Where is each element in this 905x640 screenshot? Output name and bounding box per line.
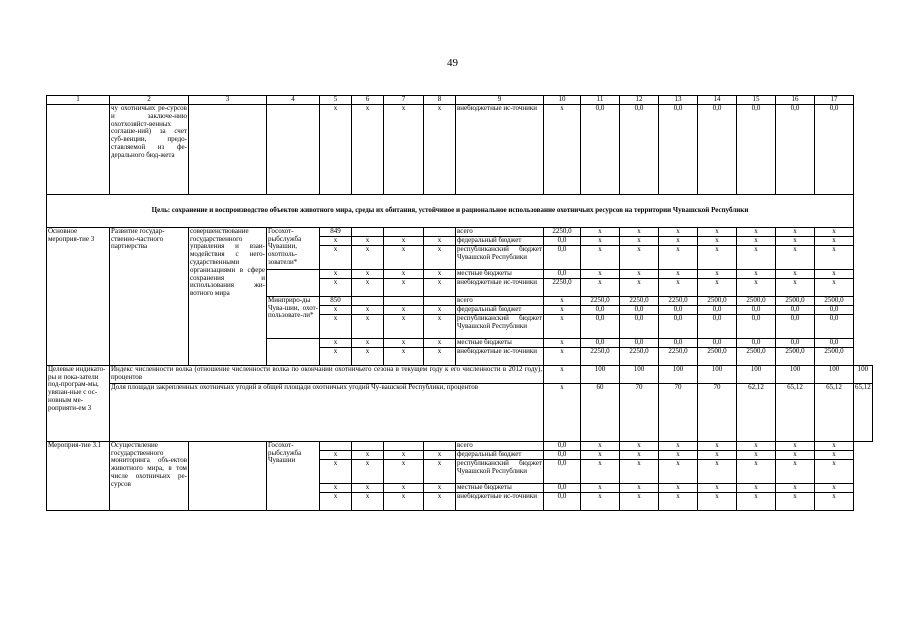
value-cell: x	[320, 338, 352, 347]
value-cell: x	[384, 269, 424, 278]
value-cell: 0,0	[544, 269, 581, 278]
value-cell: 0,0	[544, 441, 581, 450]
value-cell: 2500,0	[815, 296, 854, 305]
value-cell: 65,12	[776, 383, 815, 441]
column-header: 12	[620, 96, 659, 105]
value-cell: x	[698, 492, 737, 510]
table-cell	[189, 105, 267, 195]
value-cell: 0,0	[698, 305, 737, 314]
value-cell	[320, 441, 352, 450]
value-cell: x	[815, 245, 854, 269]
table-row	[47, 441, 873, 450]
value-cell: x	[352, 492, 384, 510]
value-cell: x	[320, 483, 352, 492]
value-cell: 100	[659, 365, 698, 383]
value-cell: x	[698, 278, 737, 296]
funding-source-cell: внебюджетные ис-точники	[456, 278, 544, 296]
column-header: 10	[544, 96, 581, 105]
value-cell: 60	[581, 383, 620, 441]
value-cell	[424, 441, 456, 450]
value-cell: 0,0	[620, 314, 659, 338]
value-cell: 2250,0	[581, 296, 620, 305]
value-cell: 0,0	[698, 338, 737, 347]
value-cell: 100	[620, 365, 659, 383]
executor-cell: Госохот-рыбслужба Чувашии	[267, 441, 320, 510]
value-cell: x	[352, 338, 384, 347]
column-header: 15	[737, 96, 776, 105]
value-cell: x	[352, 483, 384, 492]
value-cell: 2500,0	[776, 296, 815, 305]
value-cell: x	[581, 278, 620, 296]
value-cell: 100	[737, 365, 776, 383]
executor-cell: Минприро-ды Чува-шии, охот-пользовате-ли*	[267, 296, 320, 338]
value-cell: x	[659, 236, 698, 245]
measure-description: совершенствование государственного управления и взаи-модействия с него-сударственными организациями в сфере сохранения и использования жи-вотного мира	[189, 227, 267, 365]
value-cell: 0,0	[581, 338, 620, 347]
value-cell: 65,12	[854, 383, 873, 441]
funding-source-cell: местные бюджеты	[456, 338, 544, 347]
value-cell: x	[384, 236, 424, 245]
value-cell: x	[384, 338, 424, 347]
value-cell: x	[698, 459, 737, 483]
value-cell: 0,0	[544, 236, 581, 245]
value-cell: x	[737, 245, 776, 269]
column-header: 1	[47, 96, 110, 105]
value-cell	[384, 227, 424, 236]
value-cell: 0,0	[815, 305, 854, 314]
value-cell: x	[776, 459, 815, 483]
value-cell: x	[544, 338, 581, 347]
funding-source-cell: внебюджетные ис-точники	[456, 492, 544, 510]
value-cell: 2500,0	[815, 347, 854, 365]
funding-source-cell: республиканский бюджет Чувашской Республики	[456, 314, 544, 338]
value-cell: 2250,0	[544, 278, 581, 296]
value-cell: x	[581, 236, 620, 245]
column-header: 5	[320, 96, 352, 105]
funding-source-cell: всего	[456, 227, 544, 236]
value-cell	[424, 296, 456, 305]
value-cell: x	[620, 441, 659, 450]
measure-name: Осуществление государственного мониторинга объ-ектов животного мира, в том числе охотничьих ре-сурсов	[110, 441, 189, 510]
value-cell: x	[815, 483, 854, 492]
value-cell: x	[698, 245, 737, 269]
value-cell: x	[698, 227, 737, 236]
value-cell: 70	[698, 383, 737, 441]
value-cell	[424, 227, 456, 236]
indicators-label: Целевые индикато-ры и пока-затели под-програм-мы, увязан-ные с ос-новным ме-роприяти-ем 3	[47, 365, 110, 441]
value-cell: x	[581, 492, 620, 510]
value-cell: x	[320, 105, 352, 195]
value-cell: 0,0	[737, 305, 776, 314]
value-cell: x	[320, 278, 352, 296]
value-cell: x	[659, 278, 698, 296]
value-cell: x	[424, 305, 456, 314]
value-cell: 0,0	[620, 305, 659, 314]
executor-cell: Госохот-рыбслужба Чувашии, охотполь-зователи*	[267, 227, 320, 269]
column-header: 11	[581, 96, 620, 105]
measure-description	[189, 441, 267, 510]
value-cell: x	[815, 278, 854, 296]
value-cell: 849	[320, 227, 352, 236]
value-cell: x	[620, 278, 659, 296]
value-cell: x	[384, 278, 424, 296]
table-cell	[267, 105, 320, 195]
value-cell: x	[384, 459, 424, 483]
value-cell: 2250,0	[620, 347, 659, 365]
value-cell: 70	[620, 383, 659, 441]
value-cell: x	[620, 483, 659, 492]
value-cell: x	[424, 269, 456, 278]
measure-number: Основное мероприя-тие 3	[47, 227, 110, 365]
column-header: 8	[424, 96, 456, 105]
value-cell: x	[352, 459, 384, 483]
funding-source-cell: всего	[456, 296, 544, 305]
value-cell: 70	[659, 383, 698, 441]
value-cell: x	[581, 483, 620, 492]
value-cell: x	[737, 227, 776, 236]
value-cell: x	[659, 459, 698, 483]
value-cell: x	[384, 245, 424, 269]
goal-heading: Цель: сохранение и воспроизводство объектов животного мира, среды их обитания, устойчивое и рациональное использование охотничьих ресурсов на территории Чувашской Республики	[47, 195, 854, 228]
funding-source-cell: внебюджетные ис-точники	[456, 347, 544, 365]
program-table	[46, 95, 873, 511]
value-cell: x	[815, 269, 854, 278]
value-cell: 100	[581, 365, 620, 383]
value-cell: x	[581, 227, 620, 236]
value-cell: 0,0	[698, 314, 737, 338]
value-cell	[352, 227, 384, 236]
value-cell: x	[815, 227, 854, 236]
value-cell: x	[384, 450, 424, 459]
value-cell: x	[620, 236, 659, 245]
value-cell: x	[737, 492, 776, 510]
table-body	[47, 96, 873, 511]
value-cell: x	[320, 347, 352, 365]
value-cell: 62,12	[737, 383, 776, 441]
value-cell: 0,0	[776, 305, 815, 314]
value-cell: x	[352, 236, 384, 245]
value-cell: x	[737, 459, 776, 483]
value-cell: x	[815, 441, 854, 450]
header-row	[47, 96, 873, 105]
value-cell: x	[424, 459, 456, 483]
value-cell: 0,0	[737, 314, 776, 338]
value-cell: 2500,0	[698, 296, 737, 305]
column-header: 3	[189, 96, 267, 105]
value-cell: x	[776, 269, 815, 278]
value-cell: 100	[854, 365, 873, 383]
value-cell: x	[776, 450, 815, 459]
indicator-text: Доля площади закрепленных охотничьих угодий в общей площади охотничьих угодий Чу-вашской Республики, процентов	[110, 383, 544, 441]
indicator-text: Индекс численности волка (отношение численности волка по окончании охотничьего сезона в текущем году к его численности в 2012 году), процентов	[110, 365, 544, 383]
funding-source-cell: республиканский бюджет Чувашской Республики	[456, 245, 544, 269]
table-cell	[47, 105, 110, 195]
value-cell: x	[698, 450, 737, 459]
funding-source-cell: федеральный бюджет	[456, 236, 544, 245]
column-header: 6	[352, 96, 384, 105]
value-cell: x	[352, 347, 384, 365]
value-cell: x	[424, 245, 456, 269]
value-cell: x	[384, 105, 424, 195]
value-cell: x	[384, 347, 424, 365]
value-cell: x	[659, 483, 698, 492]
value-cell: x	[659, 441, 698, 450]
value-cell: x	[659, 227, 698, 236]
value-cell: x	[737, 441, 776, 450]
value-cell: x	[320, 450, 352, 459]
value-cell: x	[620, 450, 659, 459]
value-cell: 100	[698, 365, 737, 383]
value-cell: x	[698, 236, 737, 245]
value-cell: x	[544, 105, 581, 195]
funding-source-cell: местные бюджеты	[456, 483, 544, 492]
value-cell: x	[352, 105, 384, 195]
table-row	[47, 105, 873, 195]
value-cell: x	[424, 236, 456, 245]
value-cell: x	[544, 365, 581, 383]
value-cell: 0,0	[581, 105, 620, 195]
value-cell: x	[776, 278, 815, 296]
funding-source-cell: всего	[456, 441, 544, 450]
column-header: 17	[815, 96, 854, 105]
value-cell: 0,0	[776, 105, 815, 195]
table-cell	[267, 338, 320, 365]
value-cell: x	[544, 347, 581, 365]
funding-source-cell: местные бюджеты	[456, 269, 544, 278]
value-cell: x	[352, 269, 384, 278]
value-cell: x	[776, 492, 815, 510]
value-cell: 0,0	[815, 105, 854, 195]
value-cell: x	[320, 459, 352, 483]
value-cell: x	[581, 441, 620, 450]
value-cell: 2500,0	[737, 347, 776, 365]
value-cell: x	[737, 483, 776, 492]
value-cell: x	[352, 314, 384, 338]
value-cell: 0,0	[815, 314, 854, 338]
value-cell: x	[424, 483, 456, 492]
value-cell: x	[320, 305, 352, 314]
value-cell: 2250,0	[659, 347, 698, 365]
value-cell: x	[659, 450, 698, 459]
value-cell: 0,0	[776, 314, 815, 338]
value-cell: 0,0	[737, 105, 776, 195]
value-cell: 0,0	[544, 450, 581, 459]
funding-source-cell: федеральный бюджет	[456, 305, 544, 314]
value-cell: x	[424, 338, 456, 347]
funding-source-cell: республиканский бюджет Чувашской Республики	[456, 459, 544, 483]
value-cell: 0,0	[659, 338, 698, 347]
value-cell: x	[320, 245, 352, 269]
value-cell: x	[659, 269, 698, 278]
funding-source-cell: внебюджетные ис-точники	[456, 105, 544, 195]
value-cell: x	[352, 450, 384, 459]
page-number: 49	[447, 57, 458, 69]
column-header: 2	[110, 96, 189, 105]
value-cell: 2250,0	[659, 296, 698, 305]
value-cell: 0,0	[737, 338, 776, 347]
value-cell: x	[544, 383, 581, 441]
value-cell: x	[620, 227, 659, 236]
column-header: 4	[267, 96, 320, 105]
value-cell: x	[581, 459, 620, 483]
value-cell: 2250,0	[581, 347, 620, 365]
indicator-row	[47, 365, 873, 383]
value-cell: x	[320, 314, 352, 338]
value-cell: x	[776, 236, 815, 245]
value-cell: 100	[815, 365, 854, 383]
value-cell: 2500,0	[698, 347, 737, 365]
value-cell: 0,0	[544, 459, 581, 483]
value-cell: x	[384, 483, 424, 492]
value-cell: x	[352, 305, 384, 314]
value-cell: x	[384, 314, 424, 338]
value-cell: x	[352, 245, 384, 269]
value-cell: x	[320, 236, 352, 245]
value-cell: x	[620, 245, 659, 269]
value-cell	[384, 296, 424, 305]
value-cell: 0,0	[544, 483, 581, 492]
value-cell: x	[620, 459, 659, 483]
value-cell: x	[698, 483, 737, 492]
value-cell: x	[384, 305, 424, 314]
value-cell: 0,0	[581, 305, 620, 314]
value-cell: 0,0	[544, 245, 581, 269]
measure-name: Развитие государ-ственно-частного партнерства	[110, 227, 189, 365]
value-cell: 0,0	[620, 338, 659, 347]
value-cell: x	[815, 450, 854, 459]
value-cell: x	[776, 441, 815, 450]
goal-row	[47, 195, 873, 228]
funding-source-cell: федеральный бюджет	[456, 450, 544, 459]
value-cell: 0,0	[698, 105, 737, 195]
value-cell: x	[424, 347, 456, 365]
value-cell: 0,0	[815, 338, 854, 347]
value-cell: 100	[776, 365, 815, 383]
value-cell: 2250,0	[620, 296, 659, 305]
value-cell: x	[424, 492, 456, 510]
value-cell: x	[424, 314, 456, 338]
measure-number: Мероприя-тие 3.1	[47, 441, 110, 510]
value-cell: x	[384, 492, 424, 510]
value-cell: x	[698, 441, 737, 450]
column-header: 16	[776, 96, 815, 105]
value-cell: x	[659, 245, 698, 269]
value-cell: x	[737, 236, 776, 245]
value-cell: 0,0	[544, 492, 581, 510]
value-cell: x	[815, 492, 854, 510]
value-cell: x	[544, 314, 581, 338]
value-cell: x	[659, 492, 698, 510]
indicator-row	[47, 383, 873, 441]
value-cell: 0,0	[620, 105, 659, 195]
value-cell: x	[424, 105, 456, 195]
value-cell: x	[581, 269, 620, 278]
value-cell	[384, 441, 424, 450]
value-cell: x	[815, 459, 854, 483]
value-cell: 0,0	[776, 338, 815, 347]
value-cell: x	[352, 278, 384, 296]
value-cell: x	[581, 450, 620, 459]
value-cell: x	[424, 450, 456, 459]
value-cell: x	[620, 492, 659, 510]
value-cell: 0,0	[659, 314, 698, 338]
value-cell: x	[620, 269, 659, 278]
value-cell: x	[815, 236, 854, 245]
value-cell: x	[776, 483, 815, 492]
value-cell: x	[424, 278, 456, 296]
table-cell	[267, 269, 320, 296]
value-cell: 0,0	[581, 314, 620, 338]
value-cell: x	[737, 450, 776, 459]
value-cell	[352, 441, 384, 450]
value-cell	[352, 296, 384, 305]
value-cell: 2500,0	[737, 296, 776, 305]
value-cell: 2500,0	[776, 347, 815, 365]
column-header: 14	[698, 96, 737, 105]
value-cell: 0,0	[659, 105, 698, 195]
value-cell: x	[581, 245, 620, 269]
value-cell: x	[320, 269, 352, 278]
value-cell: x	[698, 269, 737, 278]
column-header: 13	[659, 96, 698, 105]
value-cell: x	[776, 245, 815, 269]
value-cell: 850	[320, 296, 352, 305]
value-cell: 65,12	[815, 383, 854, 441]
value-cell: 0,0	[659, 305, 698, 314]
activity-cell: чу охотничьих ре-сурсов и заключе-нию охотхозяйст-венных соглаше-ний) за счет суб-венции, предо-ставляемой из фе-дерального бюд-жета	[110, 105, 189, 195]
value-cell: x	[737, 269, 776, 278]
value-cell: x	[737, 278, 776, 296]
column-header: 7	[384, 96, 424, 105]
value-cell: x	[544, 296, 581, 305]
table-row	[47, 227, 873, 236]
value-cell: x	[320, 492, 352, 510]
column-header: 9	[456, 96, 544, 105]
value-cell: 2250,0	[544, 227, 581, 236]
value-cell: x	[776, 227, 815, 236]
value-cell: x	[544, 305, 581, 314]
